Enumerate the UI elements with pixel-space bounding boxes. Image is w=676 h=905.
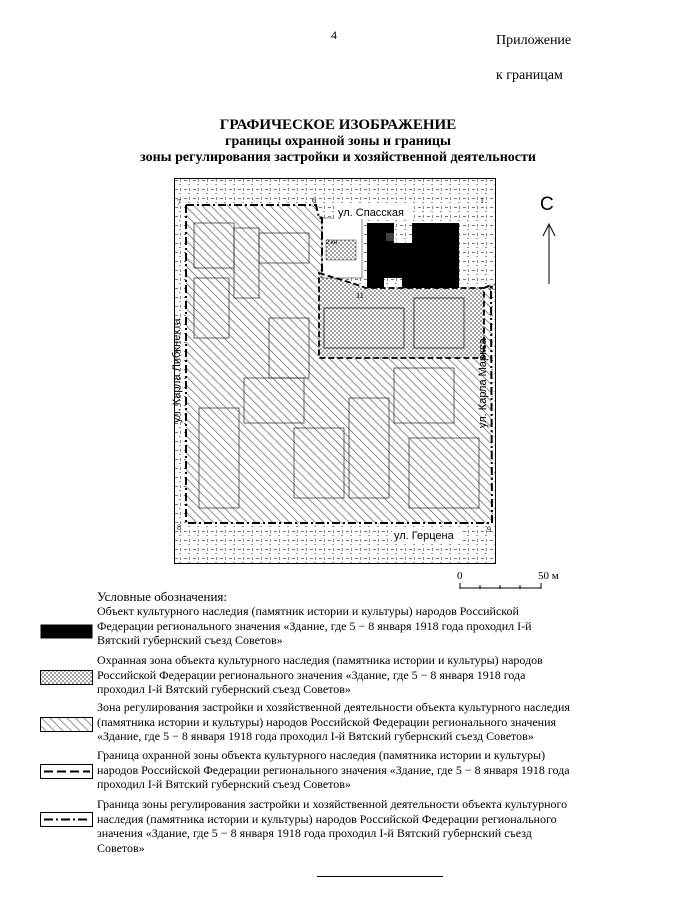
north-label: С: [540, 194, 554, 215]
legend-title: Условные обозначения:: [97, 589, 228, 604]
dash-dot-line-icon: [40, 812, 93, 827]
hatched-pattern-icon: [40, 717, 93, 732]
scale-start-label: 0: [457, 570, 463, 582]
document-subtitle-2: зоны регулирования застройки и хозяйственной деятельности: [140, 150, 536, 165]
legend-item-protection-border: Граница охранной зоны объекта культурного наследия (памятника истории и культуры) народов Российской Федерации регионального значения «Здание, где 5 − 8 января 1918 года проходил I-й Вятский губернский съезд Советов»: [97, 748, 570, 791]
page-number: 4: [331, 28, 337, 42]
document-subtitle-1: границы охранной зоны и границы: [225, 134, 451, 149]
point-label: 1: [480, 196, 484, 205]
street-label-karla-liebknekhta: ул. Карла Либкнехта: [171, 318, 183, 423]
street-label-gertsena: ул. Герцена: [394, 530, 454, 542]
scale-bar: [459, 582, 543, 590]
dashed-line-icon: [40, 764, 93, 779]
dotted-pattern-icon: [40, 670, 93, 685]
point-label: 6: [312, 196, 316, 205]
appendix-label: Приложение: [496, 33, 572, 48]
north-arrow-icon: [541, 222, 557, 284]
legend-item-protection-zone: Охранная зона объекта культурного наследия (памятника истории и культуры) народов Российской Федерации регионального значения «Здание, где 5 − 8 января 1918 года проходил I-й Вятский губернский съезд Советов»: [97, 653, 543, 696]
scale-end-label: 50 м: [538, 570, 559, 582]
legend-item-regulation-zone: Зона регулирования застройки и хозяйственной деятельности объекта культурного наследия (памятника истории и культуры) народов Российской Федерации регионального значения «Здание, где 5 − 8 января 1918 года проходил I-й Вятский губернский съезд Советов»: [97, 700, 570, 743]
point-label: 9: [487, 525, 491, 534]
point-label: 8: [177, 523, 181, 532]
building-label: 2 кн: [326, 240, 337, 246]
appendix-subtitle: к границам: [496, 68, 563, 83]
heritage-building: [367, 223, 459, 288]
site-map: [171, 178, 496, 564]
street-label-karla-marksa: ул. Карла Маркса: [477, 338, 489, 428]
footer-divider: [317, 876, 443, 877]
point-label: 10: [488, 283, 496, 292]
legend-item-heritage-object: Объект культурного наследия (памятник истории и культуры) народов Российской Федерации регионального значения «Здание, где 5 − 8 января 1918 года проходил I-й Вятский губернский съезд Советов»: [97, 604, 532, 647]
solid-black-icon: [40, 624, 93, 639]
street-label-spasskaya: ул. Спасская: [338, 207, 404, 219]
document-title: ГРАФИЧЕСКОЕ ИЗОБРАЖЕНИЕ: [219, 117, 457, 133]
point-label: 7: [177, 198, 181, 207]
point-label: 11: [356, 291, 364, 300]
legend-item-regulation-border: Граница зоны регулирования застройки и хозяйственной деятельности объекта культурного наследия (памятника истории и культуры) народов Российской Федерации регионального значения «Здание, где 5 − 8 января 1918 года проходил I-й Вятский губернский съезд Советов»: [97, 797, 568, 855]
